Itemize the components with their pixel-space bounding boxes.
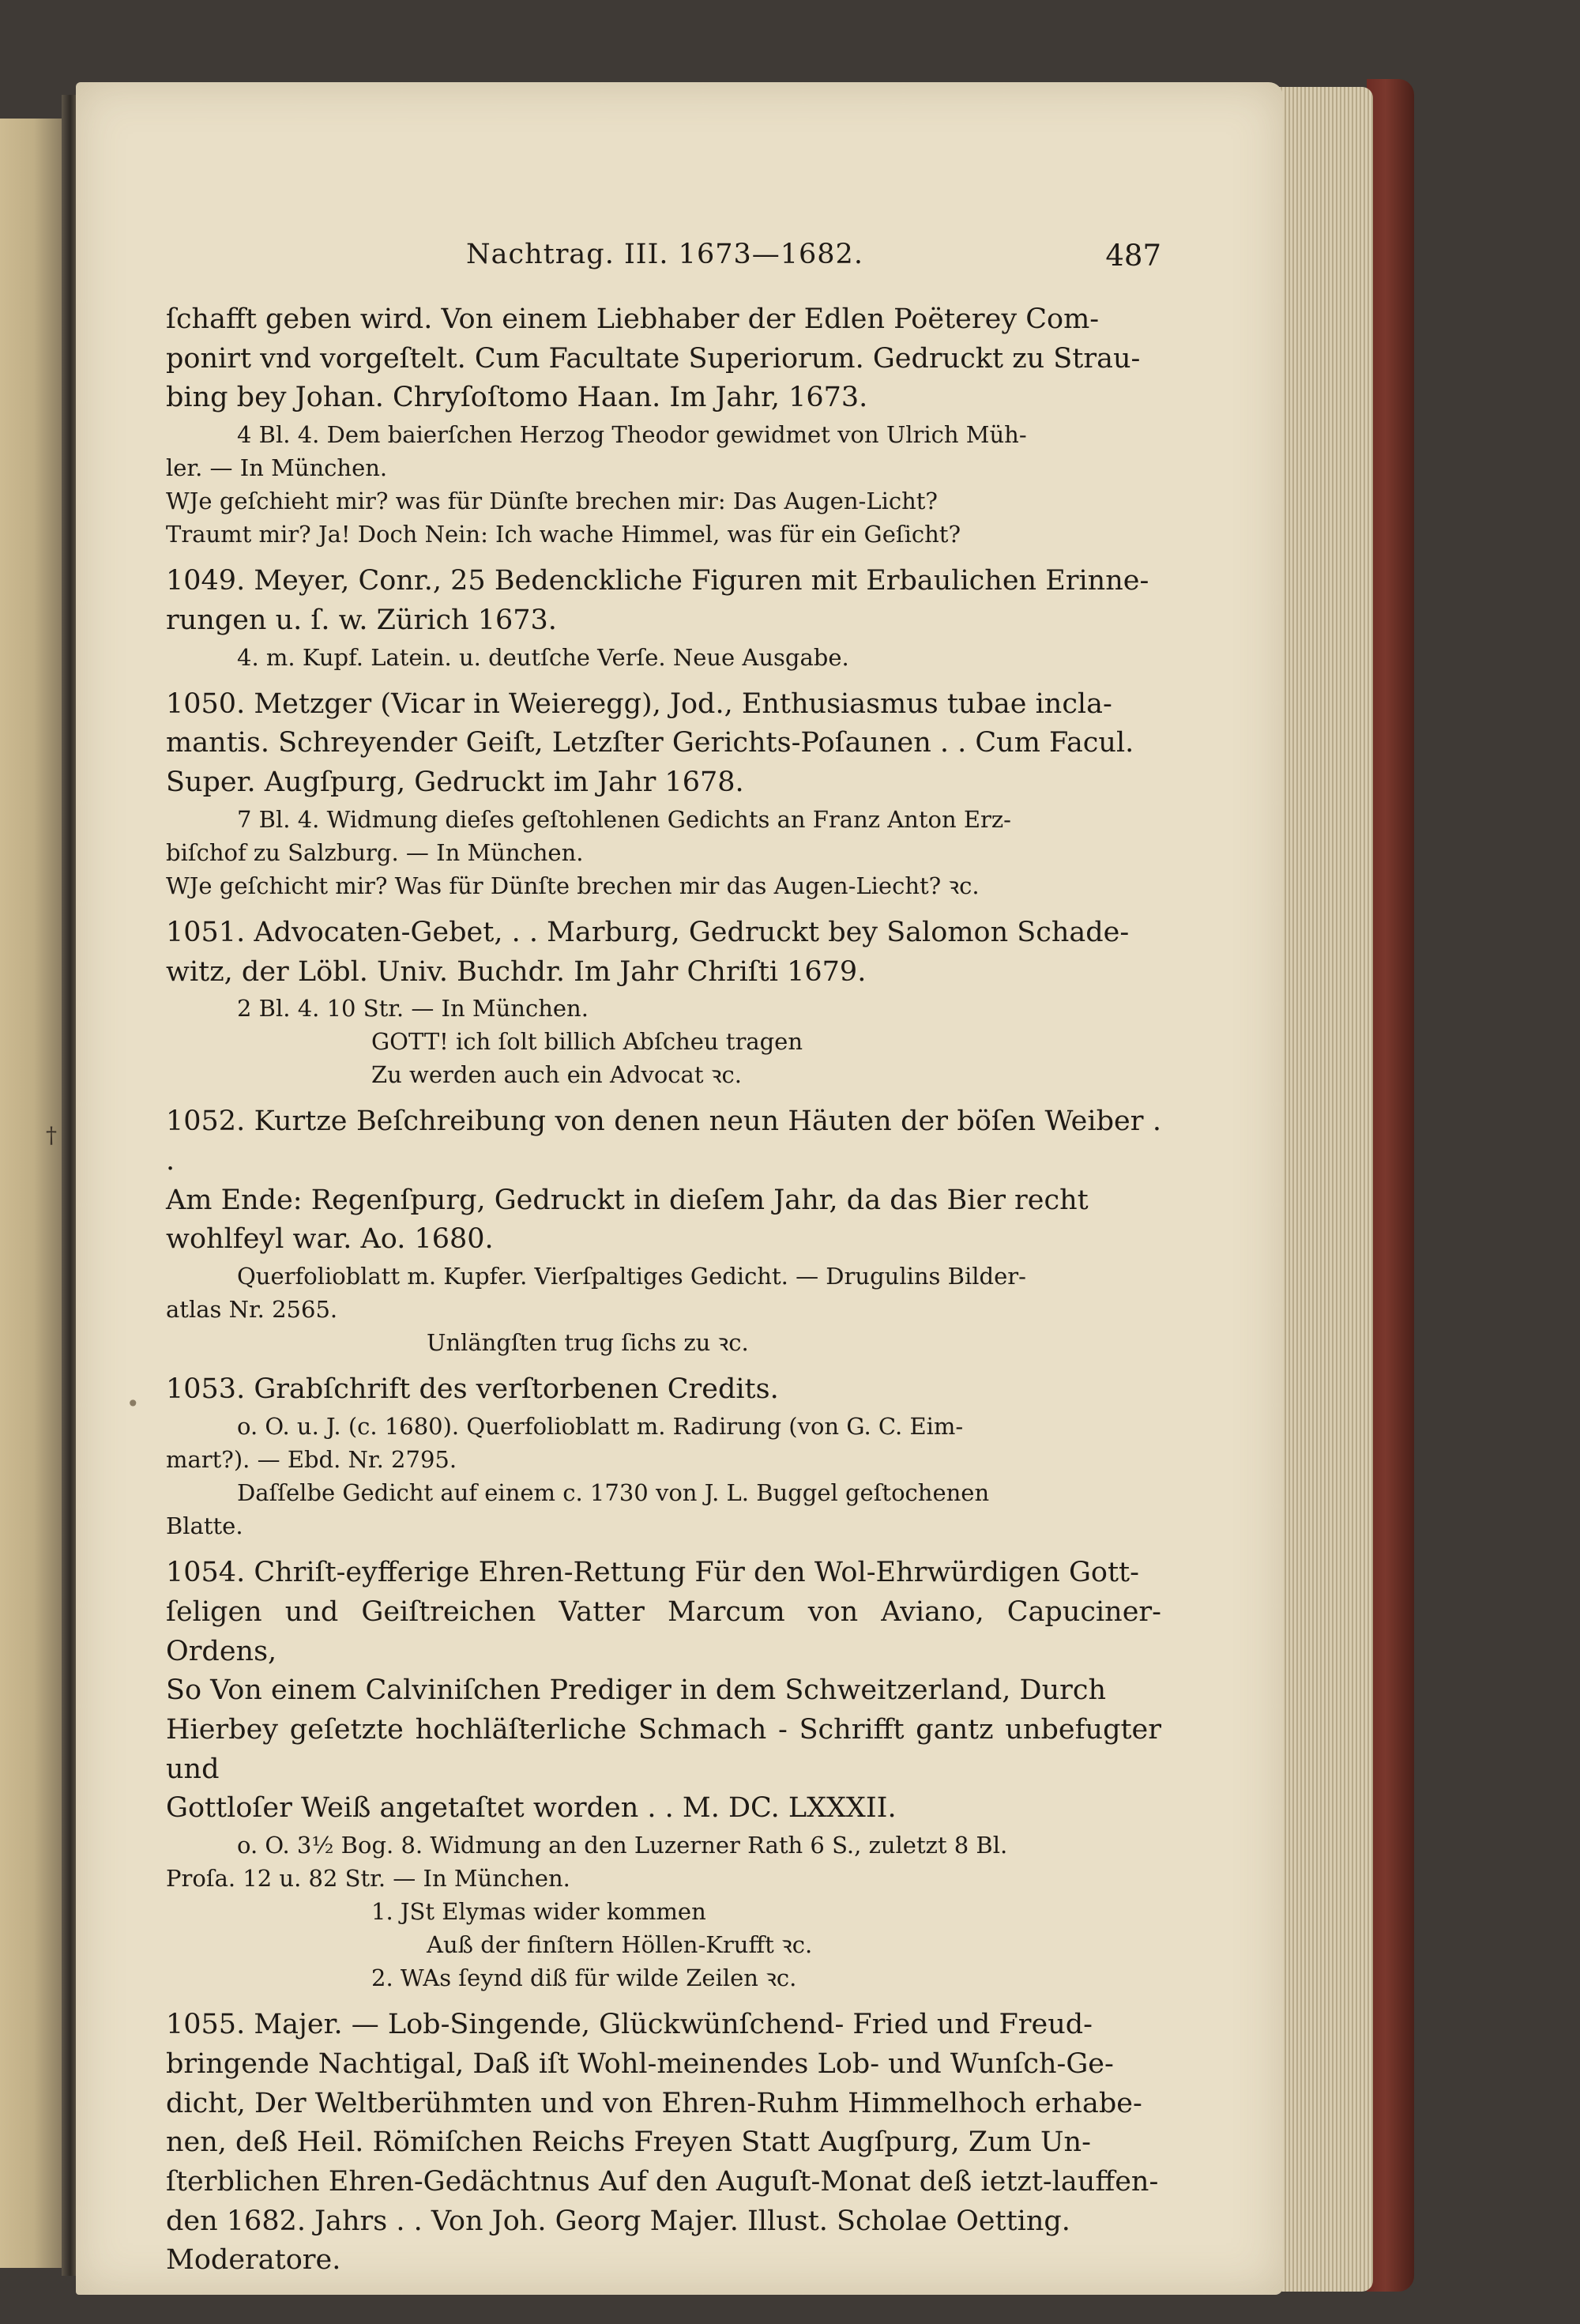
facing-page-edge — [0, 119, 62, 2268]
verse-line: Traumt mir? Ja! Doch Nein: Ich wache Himmel, was für ein Geſicht? — [166, 521, 961, 548]
entry-line: 1049. Meyer, Conr., 25 Bedenckliche Figuren mit Erbaulichen Erinne- — [166, 565, 1149, 597]
entry-line: 1055. Majer. — Lob-Singende, Glückwünſchend- Fried und Freud- — [166, 2009, 1093, 2041]
verse-line: WJe geſchieht mir? was für Dünſte brechen mir: Das Augen-Licht? — [166, 488, 938, 515]
entry-line: nen, deß Heil. Römiſchen Reichs Freyen Statt Augſpurg, Zum Un- — [166, 2126, 1091, 2159]
entry-note: mart?). — Ebd. Nr. 2795. — [166, 1446, 457, 1474]
entry-note: Querfolioblatt m. Kupfer. Vierſpaltiges Gedicht. — Drugulins Bilder- — [237, 1263, 1026, 1290]
entry-1050 — [166, 685, 1161, 902]
margin-dot-mark: • — [126, 1391, 140, 1417]
book-cover-edge — [1367, 79, 1414, 2292]
entry-note: Proſa. 12 u. 82 Str. — In München. — [166, 1865, 570, 1893]
entry-line: dicht, Der Weltberühmten und von Ehren-Ruhm Himmelhoch erhabe- — [166, 2087, 1142, 2119]
entry-line: den 1682. Jahrs . . Von Joh. Georg Majer. Illust. Scholae Oetting. — [166, 2205, 1070, 2237]
entry-line: Super. Augſpurg, Gedruckt im Jahr 1678. — [166, 767, 744, 799]
entry-line: 1050. Metzger (Vicar in Weieregg), Jod., Enthusiasmus tubae incla- — [166, 687, 1112, 720]
entry-1049 — [166, 562, 1161, 673]
entry-note: biſchof zu Salzburg. — In München. — [166, 838, 584, 866]
entry-1052 — [166, 1102, 1161, 1359]
verse-line: Zu werden auch ein Advocat ꝛc. — [371, 1061, 742, 1089]
entry-line: ſchafft geben wird. Von einem Liebhaber der Edlen Poëterey Com- — [166, 303, 1100, 335]
verse-line: GOTT! ich ſolt billich Abſcheu tragen — [371, 1028, 803, 1056]
entry-line: bringende Nachtigal, Daß iſt Wohl-meinendes Lob- und Wunſch-Ge- — [166, 2047, 1114, 2080]
entry-note: 2 Bl. 4. 10 Str. — In München. — [237, 995, 589, 1023]
entry-1055 — [166, 2006, 1161, 2281]
entry-note: atlas Nr. 2565. — [166, 1296, 338, 1324]
running-head — [166, 234, 1161, 289]
entry-line: Moderatore. — [166, 2244, 341, 2277]
verse-line: Unlängſten trug ſichs zu ꝛc. — [427, 1329, 749, 1357]
verse-line: 2. WAs ſeynd diß für wilde Zeilen ꝛc. — [371, 1964, 797, 1992]
entry-line: ſterblichen Ehren-Gedächtnus Auf den Auguſt-Monat deß ietzt-lauffen- — [166, 2165, 1159, 2198]
entry-1054 — [166, 1554, 1161, 1994]
entry-note: 7 Bl. 4. Widmung dieſes geſtohlenen Gedichts an Franz Anton Erz- — [237, 805, 1011, 833]
entry-note: 4. m. Kupf. Latein. u. deutſche Verſe. Neue Ausgabe. — [237, 643, 849, 671]
entry-note: o. O. u. J. (c. 1680). Querfolioblatt m. Radirung (von G. C. Eim- — [237, 1412, 964, 1440]
verse-line: 1. JSt Elymas wider kommen — [371, 1898, 706, 1926]
entry-line: 1051. Advocaten-Gebet, . . Marburg, Gedruckt bey Salomon Schade- — [166, 916, 1130, 948]
entry-note: ler. — In München. — [166, 454, 388, 482]
entry-line: mantis. Schreyender Geiſt, Letzſter Gerichts-Poſaunen . . Cum Facul. — [166, 727, 1134, 759]
entry-line: wohlfeyl war. Ao. 1680. — [166, 1223, 494, 1256]
page-number: 487 — [1105, 239, 1161, 273]
entry-line: So Von einem Calviniſchen Prediger in dem Schweitzerland, Durch — [166, 1674, 1106, 1707]
verse-line: Auß der finſtern Höllen-Krufft ꝛc. — [427, 1931, 813, 1959]
entry-line: Hierbey geſetzte hochläſterliche Schmach - Schrifft gantz unbefugter und — [166, 1713, 1161, 1785]
entry-1048-continuation — [166, 300, 1161, 551]
entry-line: Am Ende: Regenſpurg, Gedruckt in dieſem Jahr, da das Bier recht — [166, 1184, 1089, 1216]
entry-line: ſeligen und Geiſtreichen Vatter Marcum von Aviano, Capuciner-Ordens, — [166, 1595, 1161, 1667]
entry-line: rungen u. ſ. w. Zürich 1673. — [166, 604, 557, 636]
entry-note: o. O. 3½ Bog. 8. Widmung an den Luzerner Rath 6 S., zuletzt 8 Bl. — [237, 1831, 1008, 1859]
entry-line: 1054. Chriſt-eyfferige Ehren-Rettung Für den Wol-Ehrwürdigen Gott- — [166, 1557, 1139, 1589]
entry-note: 4 Bl. 4. Dem baierſchen Herzog Theodor gewidmet von Ulrich Müh- — [237, 421, 1027, 449]
entry-line: 1053. Grabſchrift des verſtorbenen Credits. — [166, 1373, 779, 1406]
page-content — [166, 234, 1161, 2281]
entry-line: ponirt vnd vorgeſtelt. Cum Facultate Superiorum. Gedruckt zu Strau- — [166, 342, 1141, 375]
entry-line: Gottloſer Weiß angetaſtet worden . . M. DC. LXXXII. — [166, 1792, 897, 1825]
entry-1051 — [166, 913, 1161, 1092]
entry-1053 — [166, 1370, 1161, 1542]
margin-hand-mark: † — [46, 1122, 57, 1148]
entry-line: 1052. Kurtze Beſchreibung von denen neun Häuten der böſen Weiber . . — [166, 1106, 1161, 1177]
page-stack-edges — [1278, 87, 1373, 2292]
running-head-title: Nachtrag. III. 1673—1682. — [466, 239, 863, 270]
entry-line: witz, der Löbl. Univ. Buchdr. Im Jahr Chriſti 1679. — [166, 955, 867, 988]
entry-note: Daſſelbe Gedicht auf einem c. 1730 von J. L. Buggel geſtochenen — [237, 1479, 990, 1507]
entry-note: Blatte. — [166, 1512, 243, 1540]
entry-line: bing bey Johan. Chryſoſtomo Haan. Im Jahr, 1673. — [166, 382, 868, 414]
verse-line: WJe geſchicht mir? Was für Dünſte brechen mir das Augen-Liecht? ꝛc. — [166, 872, 980, 899]
